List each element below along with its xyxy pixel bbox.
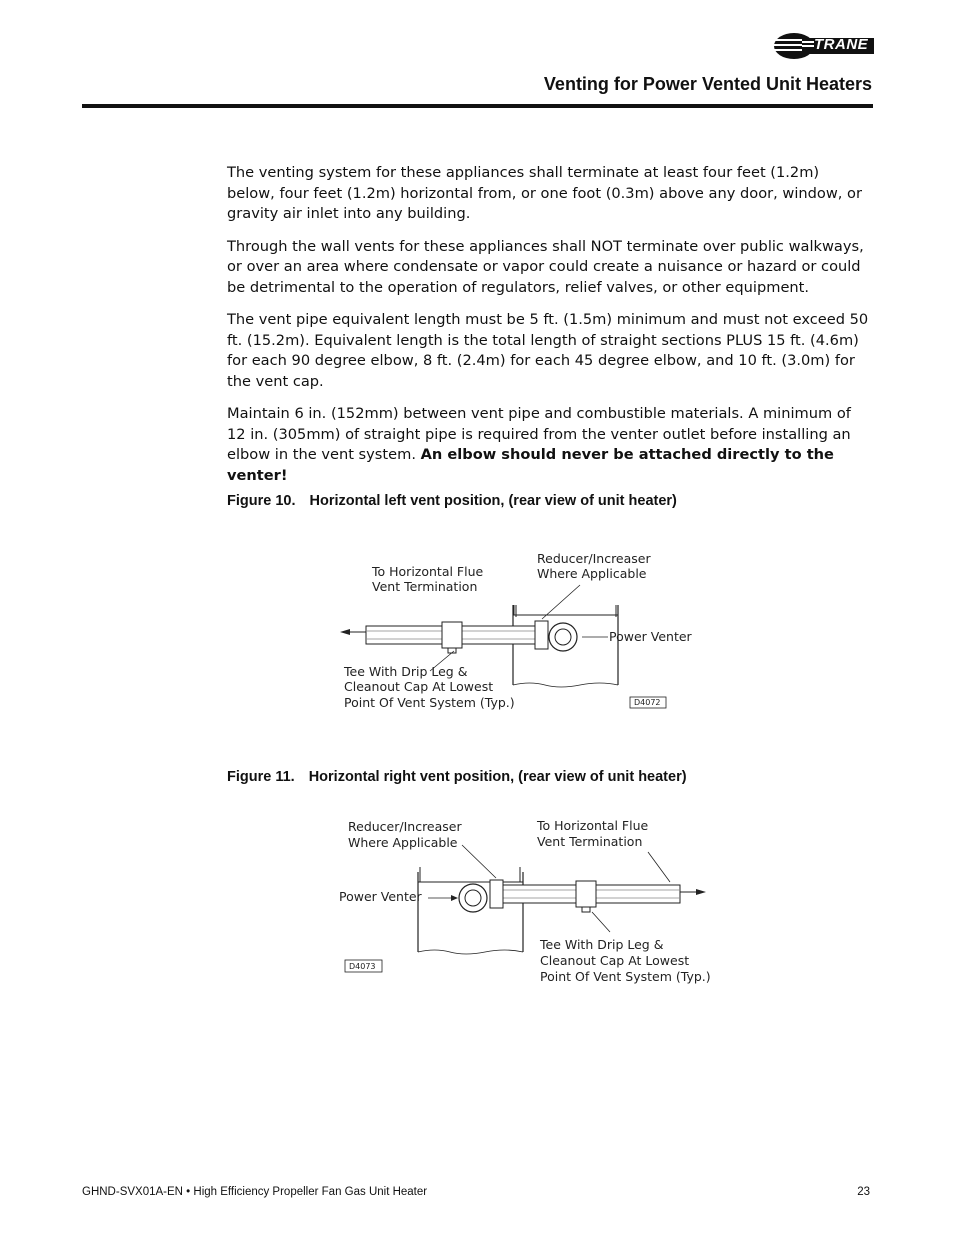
brand-wordmark: TRANE: [814, 36, 869, 53]
fig10-label-flue-1: To Horizontal Flue: [372, 564, 484, 579]
fig11-label-tee-1: Tee With Drip Leg &: [540, 937, 664, 952]
fig11-label-reducer-1: Reducer/Increaser: [348, 819, 462, 834]
fig10-label-reducer-1: Reducer/Increaser: [537, 551, 651, 566]
fig10-label-tee-3: Point Of Vent System (Typ.): [344, 695, 515, 710]
fig11-label-flue-1: To Horizontal Flue: [537, 818, 649, 833]
fig10-code: D4072: [634, 698, 661, 707]
page-number: 23: [857, 1186, 870, 1198]
paragraph-termination: The venting system for these appliances shall terminate at least four feet (1.2m) below, four feet (1.2m) horizontal from, or one foot (0.3m) above any door, window, or gravity air inlet into any building.: [227, 164, 862, 222]
figure11-caption: [227, 769, 687, 785]
fig11-label-flue-2: Vent Termination: [537, 834, 643, 849]
figure10-number: Figure 10.: [227, 493, 296, 509]
fig10-label-reducer-2: Where Applicable: [537, 566, 647, 581]
figure10-title: Horizontal left vent position, (rear view of unit heater): [309, 493, 677, 509]
figure11-title: Horizontal right vent position, (rear view of unit heater): [308, 769, 687, 785]
figure10-caption: [227, 493, 677, 509]
fig11-code: D4073: [349, 962, 376, 971]
fig11-label-venter: Power Venter: [339, 889, 422, 904]
paragraph-wall-vents: Through the wall vents for these appliances shall NOT terminate over public walkways, or over an area where condensate or vapor could create a nuisance or hazard or could be detrimental to the operation of regulators, relief valves, or other equipment.: [227, 237, 864, 296]
fig11-label-reducer-2: Where Applicable: [348, 835, 458, 850]
paragraph-clearance: [227, 404, 869, 486]
figure11-diagram: [330, 812, 720, 987]
header-rule: [82, 104, 873, 108]
section-title: Venting for Power Vented Unit Heaters: [543, 74, 872, 94]
paragraph-equivalent-length: The vent pipe equivalent length must be 5 ft. (1.5m) minimum and must not exceed 50 ft. (15.2m). Equivalent length is the total length of straight sections PLUS 15 ft. (4.6m) for each 90 degree elbow, 8 ft. (2.4m) for each 45 degree elbow, and 10 ft. (3.0m) for the vent cap.: [227, 311, 869, 390]
footer-doc-title: GHND-SVX01A-EN • High Efficiency Propeller Fan Gas Unit Heater: [82, 1186, 428, 1198]
fig10-label-flue-2: Vent Termination: [372, 579, 478, 594]
fig10-label-tee-2: Cleanout Cap At Lowest: [344, 679, 494, 694]
fig11-label-tee-2: Cleanout Cap At Lowest: [540, 953, 690, 968]
figure10-diagram: [330, 545, 710, 720]
elbow-warning: An elbow should never be attached directly to the venter!: [227, 446, 834, 484]
fig11-label-tee-3: Point Of Vent System (Typ.): [540, 969, 711, 984]
fig10-label-venter: Power Venter: [609, 629, 692, 644]
body-text: [227, 163, 869, 498]
figure11-number: Figure 11.: [227, 769, 295, 785]
fig10-label-tee-1: Tee With Drip Leg &: [344, 664, 468, 679]
clearance-text: Maintain 6 in. (152mm) between vent pipe and combustible materials. A minimum of 12 in. (305mm) of straight pipe is required from the venter outlet before installing an elbow in the vent system.: [227, 405, 851, 463]
